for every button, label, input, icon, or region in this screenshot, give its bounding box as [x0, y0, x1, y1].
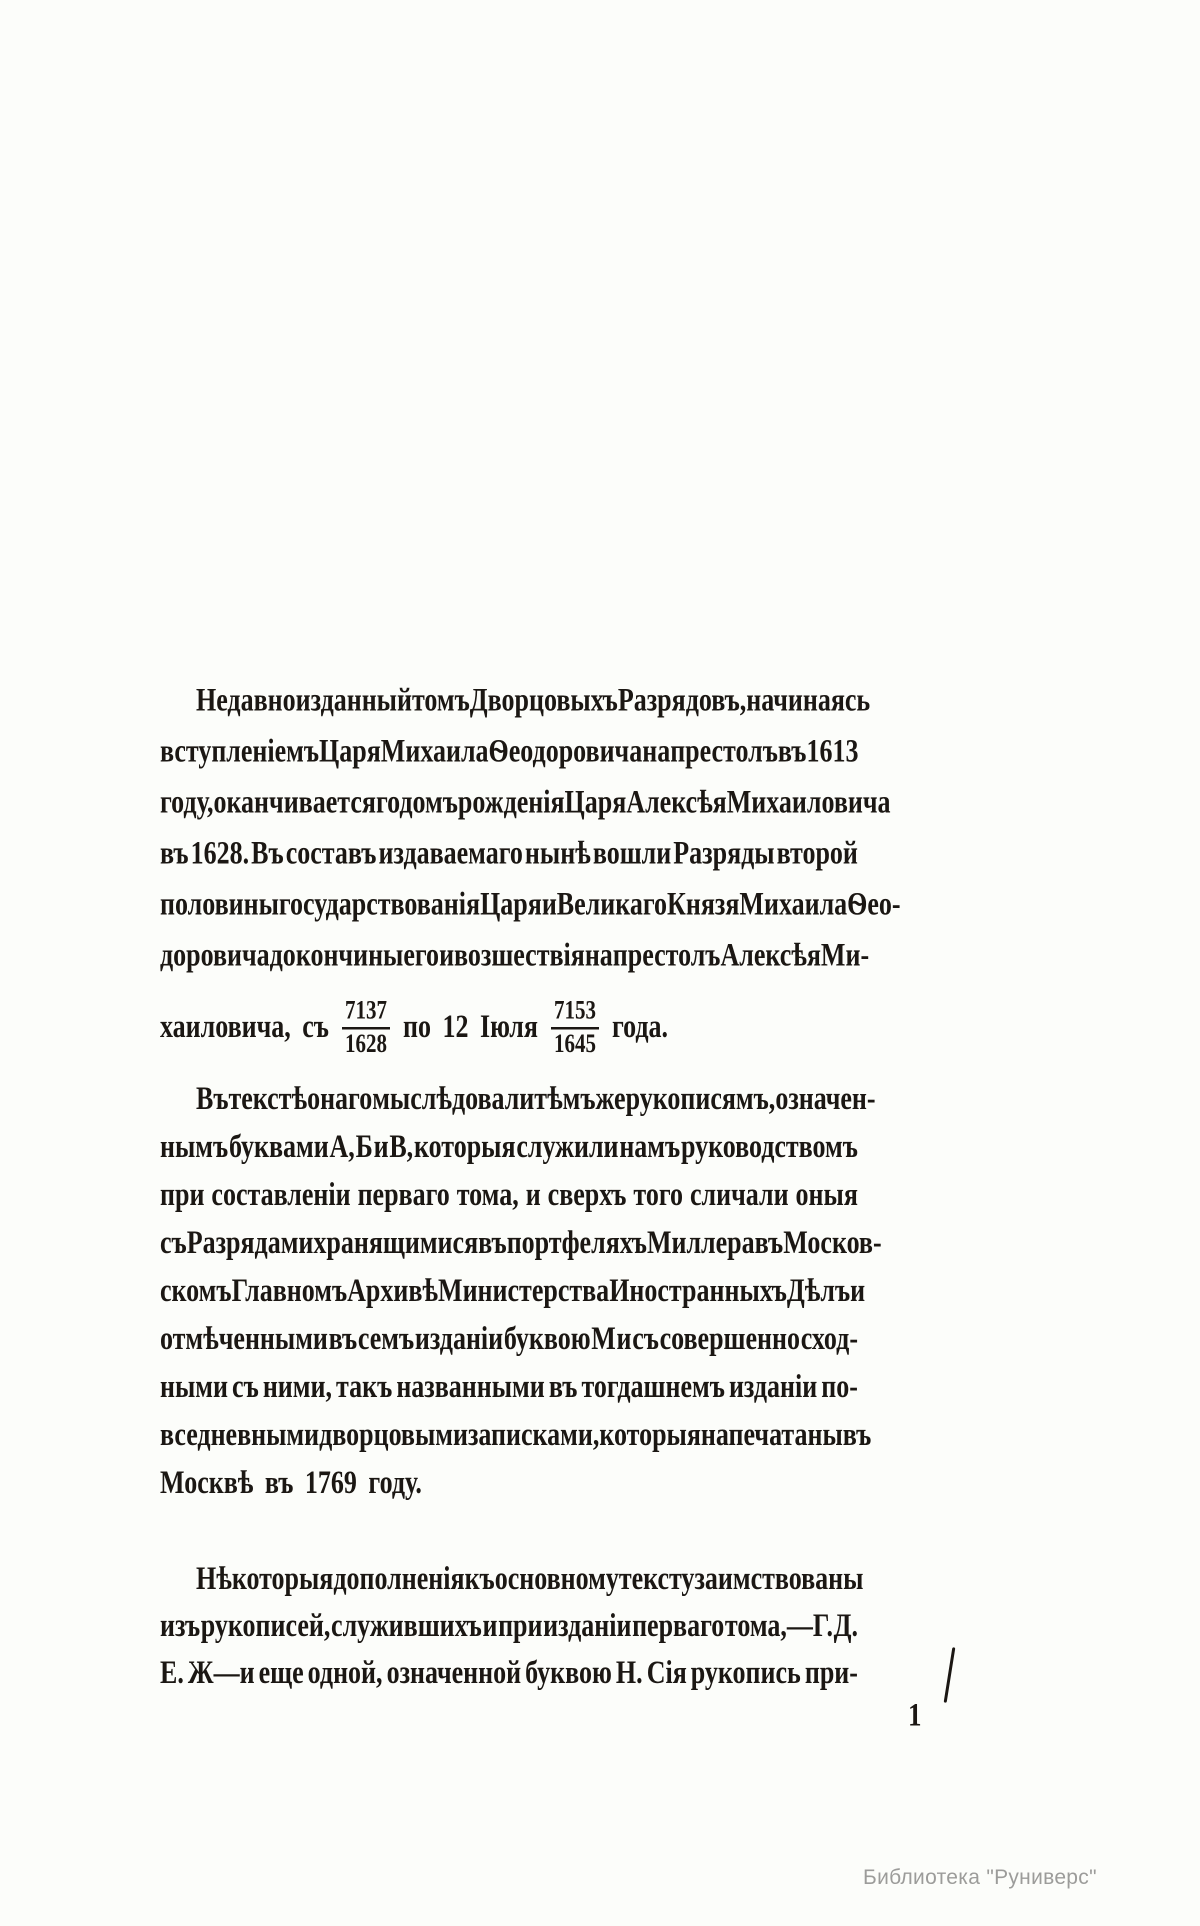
- paragraph-opening: [160, 681, 901, 1060]
- text-line: при составленіи перваго тома, и сверхъ того сличали оныя: [160, 1176, 858, 1213]
- fraction-numerator: 7137: [342, 996, 390, 1029]
- text-line: съ Разрядами хранящимися въ портфеляхъ Миллера въ Москов-: [160, 1224, 882, 1261]
- pen-mark: [944, 1647, 956, 1703]
- page-signature-number: 1: [908, 1696, 922, 1733]
- text-line: скомъ Главномъ Архивѣ Министерства Иностранныхъ Дѣлъ и: [160, 1272, 866, 1309]
- text-line: Недавно изданный томъ Дворцовыхъ Разрядовъ, начинаясь: [196, 681, 871, 718]
- text-segment: хаиловича, съ: [160, 1008, 329, 1045]
- paragraph-sources: [160, 1080, 882, 1518]
- text-line: нымъ буквами А, Б и В, которыя служили намъ руководствомъ: [160, 1128, 858, 1165]
- text-line: Москвѣ въ 1769 году.: [160, 1464, 422, 1501]
- fraction-numerator: 7153: [551, 996, 599, 1029]
- text-segment: года.: [611, 1008, 669, 1045]
- date-fraction: [342, 996, 390, 1057]
- text-line: доровича до кончины его и возшествія на престолъ Алексѣя Ми-: [160, 936, 870, 973]
- text-line-with-fractions: [160, 986, 858, 1069]
- fraction-denominator: 1628: [344, 1027, 387, 1058]
- paragraph-additions: [160, 1560, 864, 1707]
- text-line: вседневными дворцовыми записками, которыя напечатаны въ: [160, 1416, 872, 1453]
- text-line: изъ рукописей, служившихъ и при изданіи перваго тома,—Г. Д.: [160, 1607, 858, 1644]
- runivers-watermark: Библиотека "Руниверс": [863, 1866, 1097, 1889]
- text-line: Въ текстѣ онаго мы слѣдовали тѣмъ же рукописямъ, означен-: [196, 1080, 876, 1117]
- text-line: вступленіемъ Царя Михаила Ѳеодоровича на престолъ въ 1613: [160, 732, 859, 769]
- text-line: году, оканчивается годомъ рожденія Царя Алексѣя Михаиловича: [160, 783, 891, 820]
- date-fraction: [551, 996, 599, 1057]
- text-line: отмѣченными въ семъ изданіи буквою М и съ совершенно сход-: [160, 1320, 858, 1357]
- fraction-denominator: 1645: [553, 1027, 596, 1058]
- text-line: Е. Ж—и еще одной, означенной буквою Н. Сія рукопись при-: [160, 1654, 858, 1691]
- text-segment: по 12 Іюля: [402, 1008, 538, 1045]
- text-line: въ 1628. Въ составъ издаваемаго нынѣ вошли Разряды второй: [160, 834, 858, 871]
- text-line: ными съ ними, такъ названными въ тогдашнемъ изданіи по-: [160, 1368, 858, 1405]
- text-line: половины государствованія Царя и Великаго Князя Михаила Ѳео-: [160, 885, 901, 922]
- text-line: Нѣкоторыя дополненія къ основному тексту заимствованы: [196, 1560, 864, 1597]
